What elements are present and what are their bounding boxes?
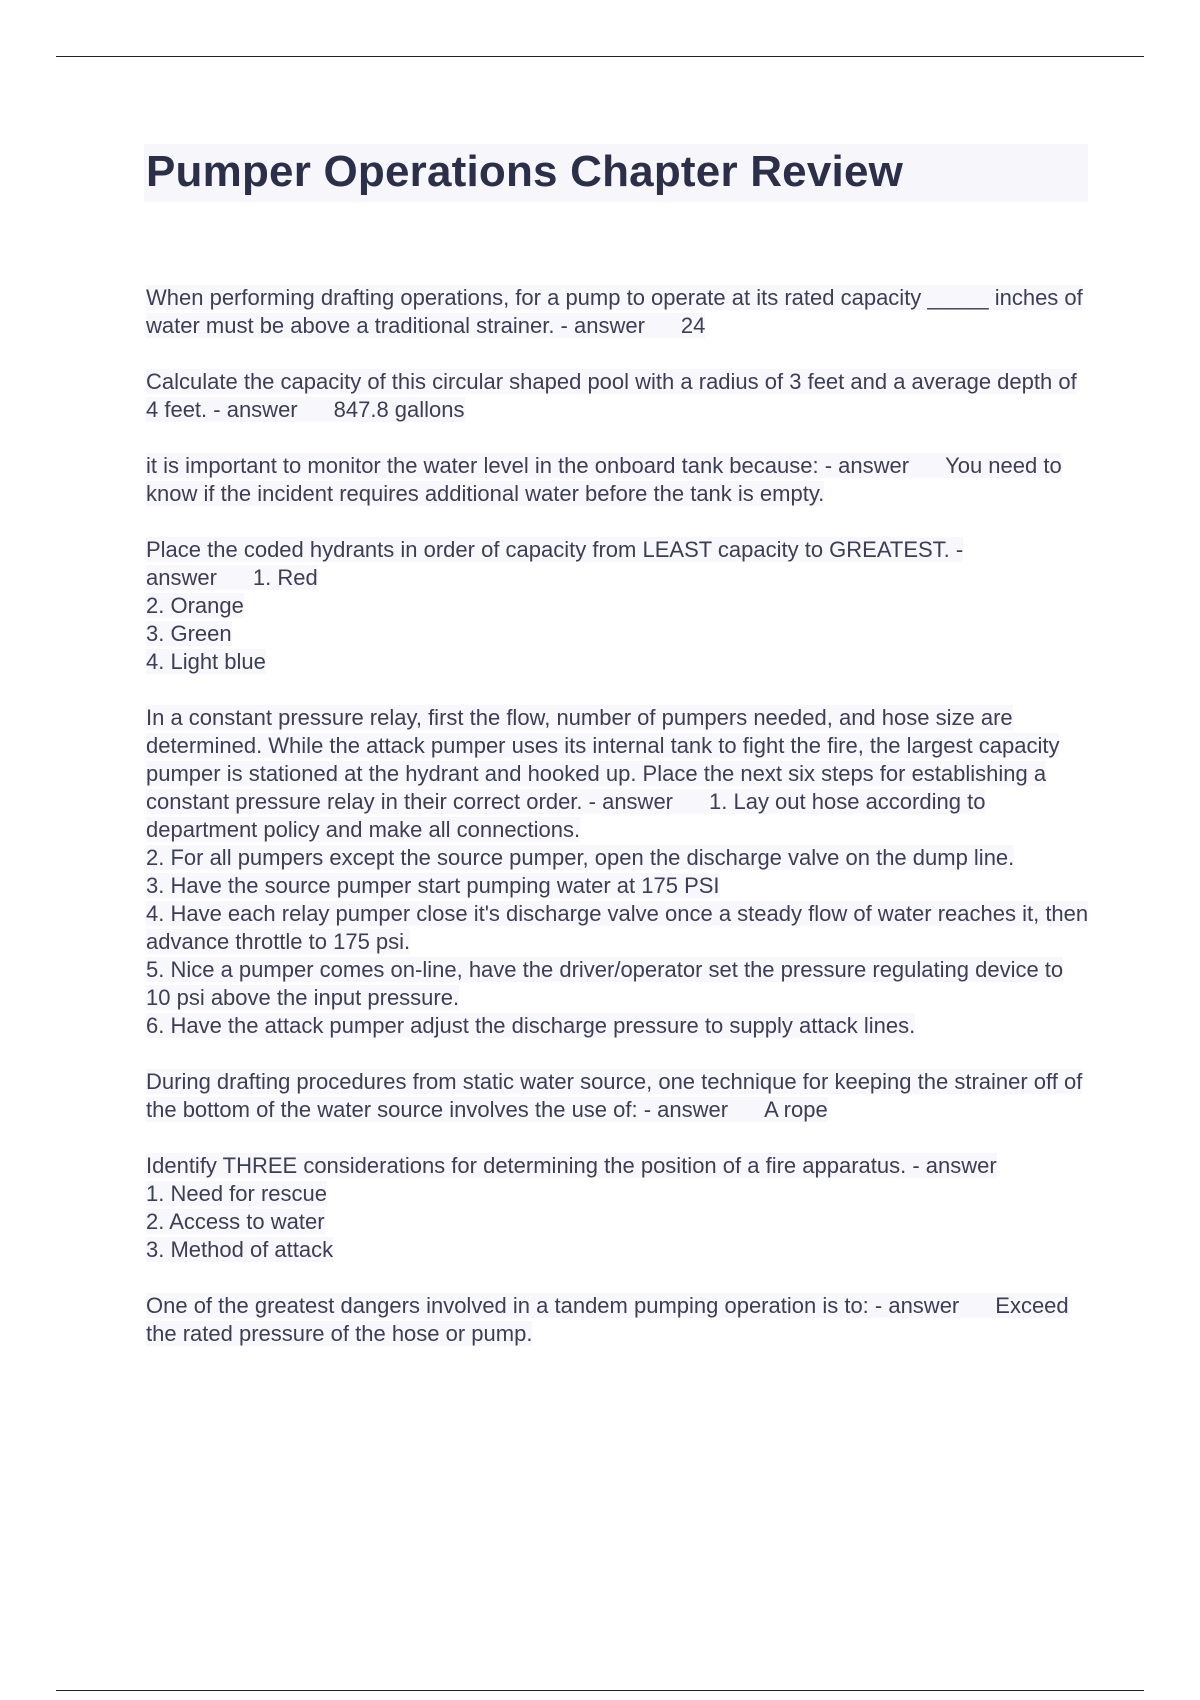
answer-text: 847.8 gallons — [333, 397, 465, 422]
list-line-text: 3. Green — [146, 621, 232, 646]
list-line-text: 3. Have the source pumper start pumping water at 175 PSI — [146, 873, 720, 898]
question-text: Calculate the capacity of this circular shaped pool with a radius of 3 feet and a average depth of 4 feet. - answer — [146, 369, 1077, 422]
qa-item — [146, 1152, 1091, 1264]
page-title: Pumper Operations Chapter Review — [146, 147, 904, 196]
qa-item — [146, 536, 1091, 676]
list-line — [146, 1236, 1091, 1264]
list-line — [146, 592, 1091, 620]
question-text: In a constant pressure relay, first the flow, number of pumpers needed, and hose size are determined. While the attack pumper uses its internal tank to fight the fire, the largest capacity pumper is stationed at the hydrant and hooked up. Place the next six steps for establishing a constant pressure relay in their correct order. - answer — [146, 705, 1060, 814]
list-line — [146, 956, 1091, 1012]
list-line-text: 4. Have each relay pumper close it's discharge valve once a steady flow of water reaches it, then advance throttle to 175 psi. — [146, 901, 1089, 954]
answer-text: You need to know if the incident requires additional water before the tank is empty. — [146, 453, 1062, 506]
question-text: During drafting procedures from static water source, one technique for keeping the strainer off of the bottom of the water source involves the use of: - answer — [146, 1069, 1083, 1122]
qa-item — [146, 284, 1091, 340]
list-line — [146, 1180, 1091, 1208]
answer-text: Exceed the rated pressure of the hose or pump. — [146, 1293, 1069, 1346]
list-line — [146, 844, 1091, 872]
list-line-text: 5. Nice a pumper comes on-line, have the driver/operator set the pressure regulating device to 10 psi above the input pressure. — [146, 957, 1064, 1010]
question-text: Identify THREE considerations for determining the position of a fire apparatus. - answer — [146, 1153, 997, 1178]
qa-item — [146, 1292, 1091, 1348]
list-line-text: 2. Access to water — [146, 1209, 325, 1234]
list-line — [146, 1208, 1091, 1236]
question-text: Place the coded hydrants in order of capacity from LEAST capacity to GREATEST. - answer — [146, 537, 964, 590]
bottom-rule — [56, 1690, 1144, 1691]
answer-text: 24 — [680, 313, 706, 338]
list-line-text: 4. Light blue — [146, 649, 266, 674]
answer-text: 1. Red — [252, 565, 318, 590]
top-rule — [56, 56, 1144, 57]
question-text: When performing drafting operations, for a pump to operate at its rated capacity _____ inches of water must be above a traditional strainer. - answer — [146, 285, 1083, 338]
question-text: it is important to monitor the water level in the onboard tank because: - answer — [146, 453, 910, 478]
list-line — [146, 872, 1091, 900]
qa-item — [146, 1068, 1091, 1124]
list-line — [146, 900, 1091, 956]
qa-item — [146, 368, 1091, 424]
list-line — [146, 1012, 1091, 1040]
list-line — [146, 648, 1091, 676]
list-line-text: 3. Method of attack — [146, 1237, 334, 1262]
list-line-text: 6. Have the attack pumper adjust the discharge pressure to supply attack lines. — [146, 1013, 916, 1038]
answer-text: 1. Need for rescue — [146, 1181, 327, 1206]
list-line — [146, 620, 1091, 648]
answer-text: A rope — [764, 1097, 828, 1122]
answer-text: 1. Lay out hose according to department policy and make all connections. — [146, 789, 986, 842]
list-line-text: 2. Orange — [146, 593, 244, 618]
list-line-text: 2. For all pumpers except the source pumper, open the discharge valve on the dump line. — [146, 845, 1015, 870]
question-text: One of the greatest dangers involved in a tandem pumping operation is to: - answer — [146, 1293, 960, 1318]
qa-content — [146, 284, 1091, 1376]
qa-item — [146, 452, 1091, 508]
qa-item — [146, 704, 1091, 1040]
